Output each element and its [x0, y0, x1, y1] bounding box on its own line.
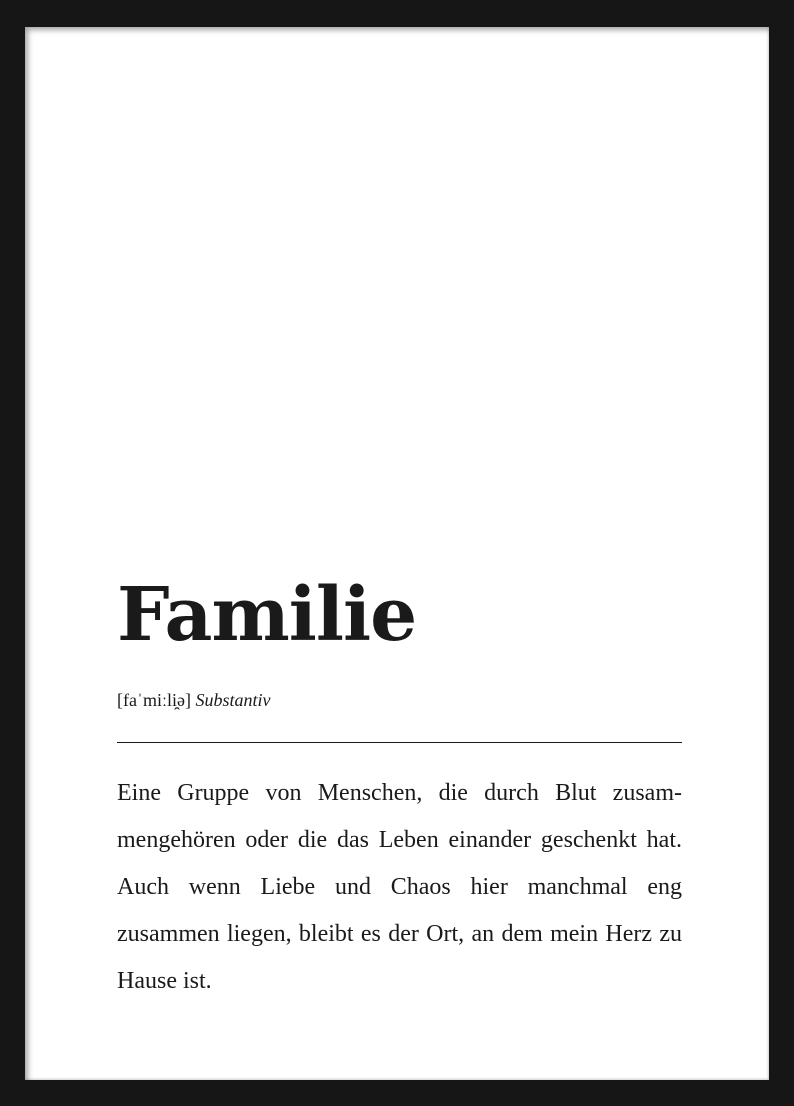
dictionary-word: Familie: [117, 572, 417, 658]
divider-line: [117, 742, 682, 743]
definition-text: Eine Gruppe von Menschen, die durch Blut zusammengehören oder die das Leben einander geschenkt hat. Auch wenn Liebe und Chaos hier manchmal eng zusammen liegen, bleibt es der Ort, an dem mein Herz zu Hause ist.: [117, 780, 682, 994]
part-of-speech: Substantiv: [195, 690, 271, 710]
word-meta: [117, 690, 270, 712]
pronunciation: [faˈmiːli̯ə]: [117, 690, 191, 710]
